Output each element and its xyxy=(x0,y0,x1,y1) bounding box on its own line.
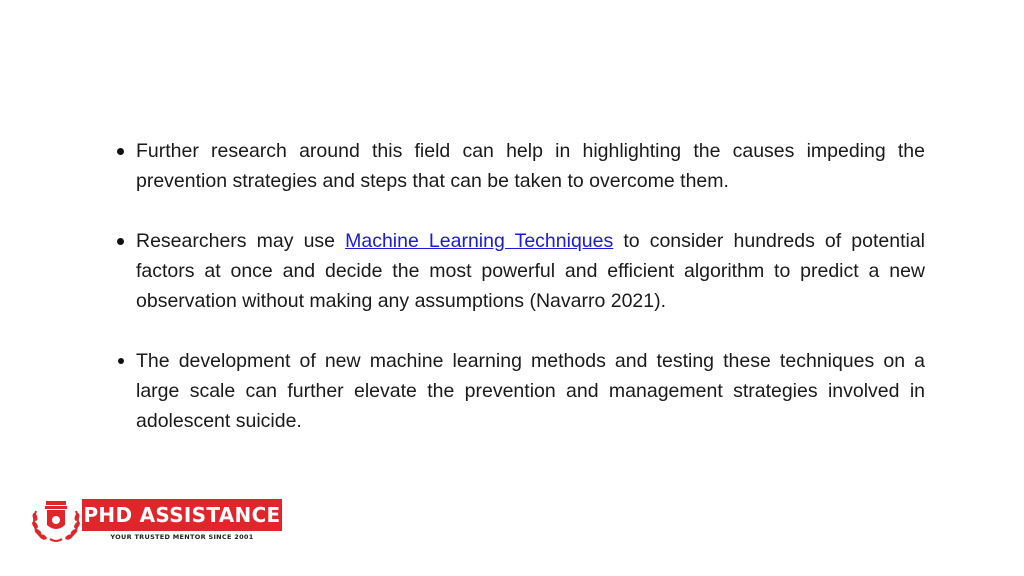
machine-learning-link[interactable]: Machine Learning Techniques xyxy=(345,230,614,252)
bullet-item-3 xyxy=(112,346,925,436)
bullet-text: The development of new machine learning methods and testing these techniques on a large scale can further elevate the prevention and management strategies involved in adolescent suicide. xyxy=(136,350,925,432)
bullet-text-after-link: to consider hundreds of potential factors at once and decide the most powerful and efficient algorithm to predict a new observation without making any assumptions (Navarro 2021). xyxy=(136,230,925,312)
logo-wordmark: PHD ASSISTANCE xyxy=(82,499,282,531)
bullet-text-before-link: Researchers may use xyxy=(136,230,346,252)
phd-assistance-logo xyxy=(30,495,281,545)
bullet-text: Further research around this field can help in highlighting the causes impeding the prevention strategies and steps that can be taken to overcome them. xyxy=(136,140,925,192)
laurel-emblem-icon xyxy=(30,495,82,545)
slide-content xyxy=(112,136,925,466)
bullet-item-1 xyxy=(112,136,925,196)
bullet-icon xyxy=(118,358,124,364)
bullet-item-2 xyxy=(112,226,925,316)
bullet-icon xyxy=(117,238,124,245)
logo-tagline: YOUR TRUSTED MENTOR SINCE 2001 xyxy=(110,533,254,541)
bullet-icon xyxy=(117,148,124,155)
